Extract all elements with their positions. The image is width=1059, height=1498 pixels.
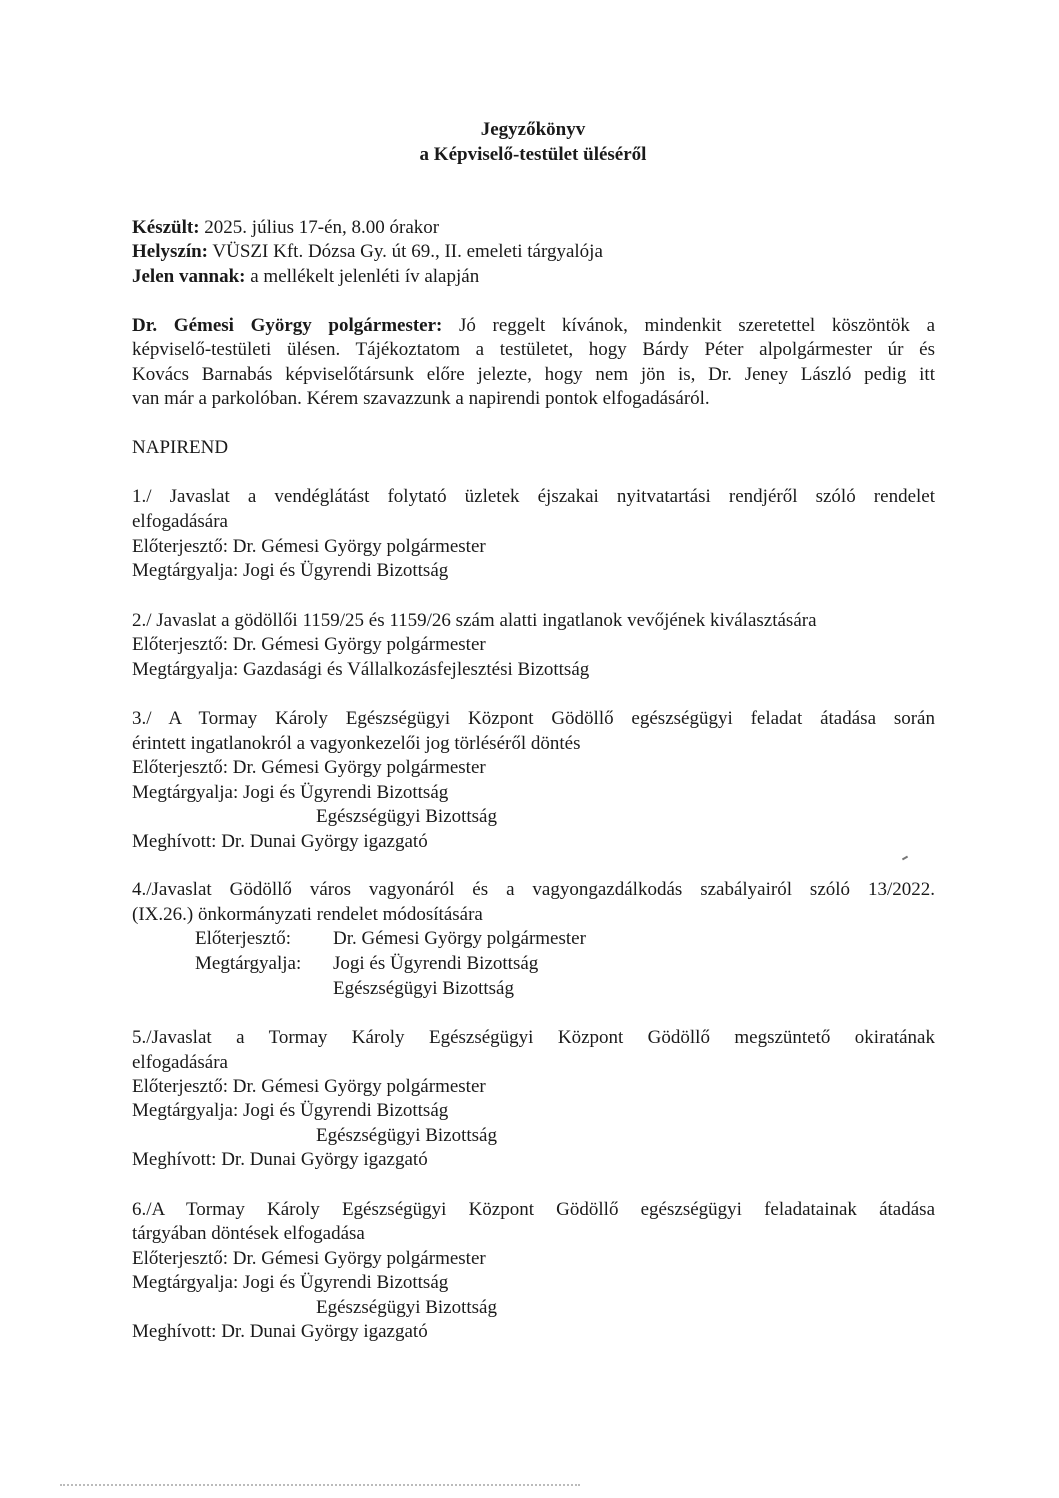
document-subtitle: a Képviselő-testület üléséről: [419, 144, 647, 165]
agenda-item-title: 1./ Javaslat a vendéglátást folytató üzletek éjszakai nyitvatartási rendjéről szóló rendelet: [132, 486, 935, 507]
meta-value: a mellékelt jelenléti ív alapján: [250, 266, 480, 287]
value: Dr. Gémesi György polgármester: [232, 1248, 486, 1269]
agenda-item-title: 5./Javaslat a Tormay Károly Egészségügyi Központ Gödöllő megszüntető okiratának: [132, 1027, 935, 1048]
meta-value: 2025. július 17-én, 8.00 órakor: [204, 217, 440, 238]
agenda-item-presenter: [132, 534, 486, 559]
agenda-item-title: 4./Javaslat Gödöllő város vagyonáról és a vagyongazdálkodás szabályairól szóló 13/2022.: [132, 879, 935, 900]
agenda-item-title: tárgyában döntések elfogadása: [132, 1223, 365, 1244]
label: Előterjesztő:: [132, 1248, 229, 1269]
agenda-item-presenter: [132, 1074, 486, 1099]
agenda-item-presenter: [132, 632, 486, 657]
value: Dr. Gémesi György polgármester: [232, 1076, 486, 1097]
value: Dr. Dunai György igazgató: [221, 1321, 428, 1342]
agenda-item-committee-extra: Egészségügyi Bizottság: [333, 978, 514, 999]
value: Dr. Dunai György igazgató: [221, 1149, 428, 1170]
agenda-item-committee-extra: Egészségügyi Bizottság: [316, 1297, 497, 1318]
value: Dr. Gémesi György polgármester: [232, 757, 486, 778]
speaker-name: Dr. Gémesi György polgármester:: [132, 315, 443, 336]
agenda-item-presenter: [132, 755, 486, 780]
document-title: Jegyzőkönyv: [480, 119, 586, 140]
label: Előterjesztő:: [132, 634, 229, 655]
label: Előterjesztő:: [132, 757, 229, 778]
agenda-item-presenter-label: Előterjesztő:: [195, 928, 292, 949]
meta-label: Készült:: [132, 217, 200, 238]
label: Megtárgyalja:: [132, 560, 239, 581]
agenda-item-committee-label: Megtárgyalja:: [195, 953, 302, 974]
meta-date: [132, 215, 439, 240]
value: Gazdasági és Vállalkozásfejlesztési Bizottság: [242, 659, 590, 680]
agenda-item-committee: Jogi és Ügyrendi Bizottság: [333, 953, 539, 974]
meta-location: [132, 239, 603, 264]
label: Előterjesztő:: [132, 536, 229, 557]
value: Jogi és Ügyrendi Bizottság: [242, 1272, 449, 1293]
agenda-item-committee: [132, 657, 589, 682]
label: Meghívott:: [132, 831, 217, 852]
agenda-item-title: elfogadására: [132, 1052, 228, 1073]
agenda-item-committee: [132, 780, 448, 805]
agenda-item-committee-extra: Egészségügyi Bizottság: [316, 806, 497, 827]
intro-text: Jó reggelt kívánok, mindenkit szeretettel köszöntök a: [459, 315, 935, 336]
intro-line: [132, 313, 935, 338]
intro-line: van már a parkolóban. Kérem szavazzunk a napirendi pontok elfogadásáról.: [132, 388, 710, 409]
label: Megtárgyalja:: [132, 782, 239, 803]
value: Jogi és Ügyrendi Bizottság: [242, 1100, 449, 1121]
value: Dr. Dunai György igazgató: [221, 831, 428, 852]
agenda-item-invited: [132, 1147, 428, 1172]
meta-attendees: [132, 264, 479, 289]
agenda-item-presenter: [132, 1246, 486, 1271]
agenda-item-title: (IX.26.) önkormányzati rendelet módosítására: [132, 904, 483, 925]
meta-label: Helyszín:: [132, 241, 208, 262]
agenda-item-invited: [132, 1319, 428, 1344]
scan-mark: [902, 856, 908, 861]
agenda-item-committee: [132, 1098, 448, 1123]
agenda-item-title: elfogadására: [132, 511, 228, 532]
label: Meghívott:: [132, 1149, 217, 1170]
meta-value: VÜSZI Kft. Dózsa Gy. út 69., II. emeleti tárgyalója: [212, 241, 603, 262]
label: Előterjesztő:: [132, 1076, 229, 1097]
agenda-item-committee-extra: Egészségügyi Bizottság: [316, 1125, 497, 1146]
value: Jogi és Ügyrendi Bizottság: [242, 782, 449, 803]
intro-line: képviselő-testületi ülésen. Tájékoztatom a testületet, hogy Bárdy Péter alpolgármester úr és: [132, 339, 935, 360]
agenda-item-committee: [132, 1270, 448, 1295]
label: Meghívott:: [132, 1321, 217, 1342]
agenda-item-presenter: Dr. Gémesi György polgármester: [333, 928, 586, 949]
value: Dr. Gémesi György polgármester: [232, 536, 486, 557]
label: Megtárgyalja:: [132, 1272, 239, 1293]
agenda-heading: NAPIREND: [132, 437, 229, 458]
agenda-item-title: 2./ Javaslat a gödöllői 1159/25 és 1159/26 szám alatti ingatlanok vevőjének kiválasztására: [132, 610, 817, 631]
agenda-item-invited: [132, 829, 428, 854]
intro-line: Kovács Barnabás képviselőtársunk előre jelezte, hogy nem jön is, Dr. Jeney László pedig itt: [132, 364, 935, 385]
label: Megtárgyalja:: [132, 1100, 239, 1121]
agenda-item-committee: [132, 558, 448, 583]
value: Dr. Gémesi György polgármester: [232, 634, 486, 655]
label: Megtárgyalja:: [132, 659, 239, 680]
agenda-item-title: 6./A Tormay Károly Egészségügyi Központ Gödöllő egészségügyi feladatainak átadása: [132, 1199, 935, 1220]
scan-artifact-dots: [60, 1484, 580, 1486]
value: Jogi és Ügyrendi Bizottság: [242, 560, 449, 581]
meta-label: Jelen vannak:: [132, 266, 246, 287]
agenda-item-title: érintett ingatlanokról a vagyonkezelői jog törléséről döntés: [132, 733, 581, 754]
agenda-item-title: 3./ A Tormay Károly Egészségügyi Központ Gödöllő egészségügyi feladat átadása során: [132, 708, 935, 729]
